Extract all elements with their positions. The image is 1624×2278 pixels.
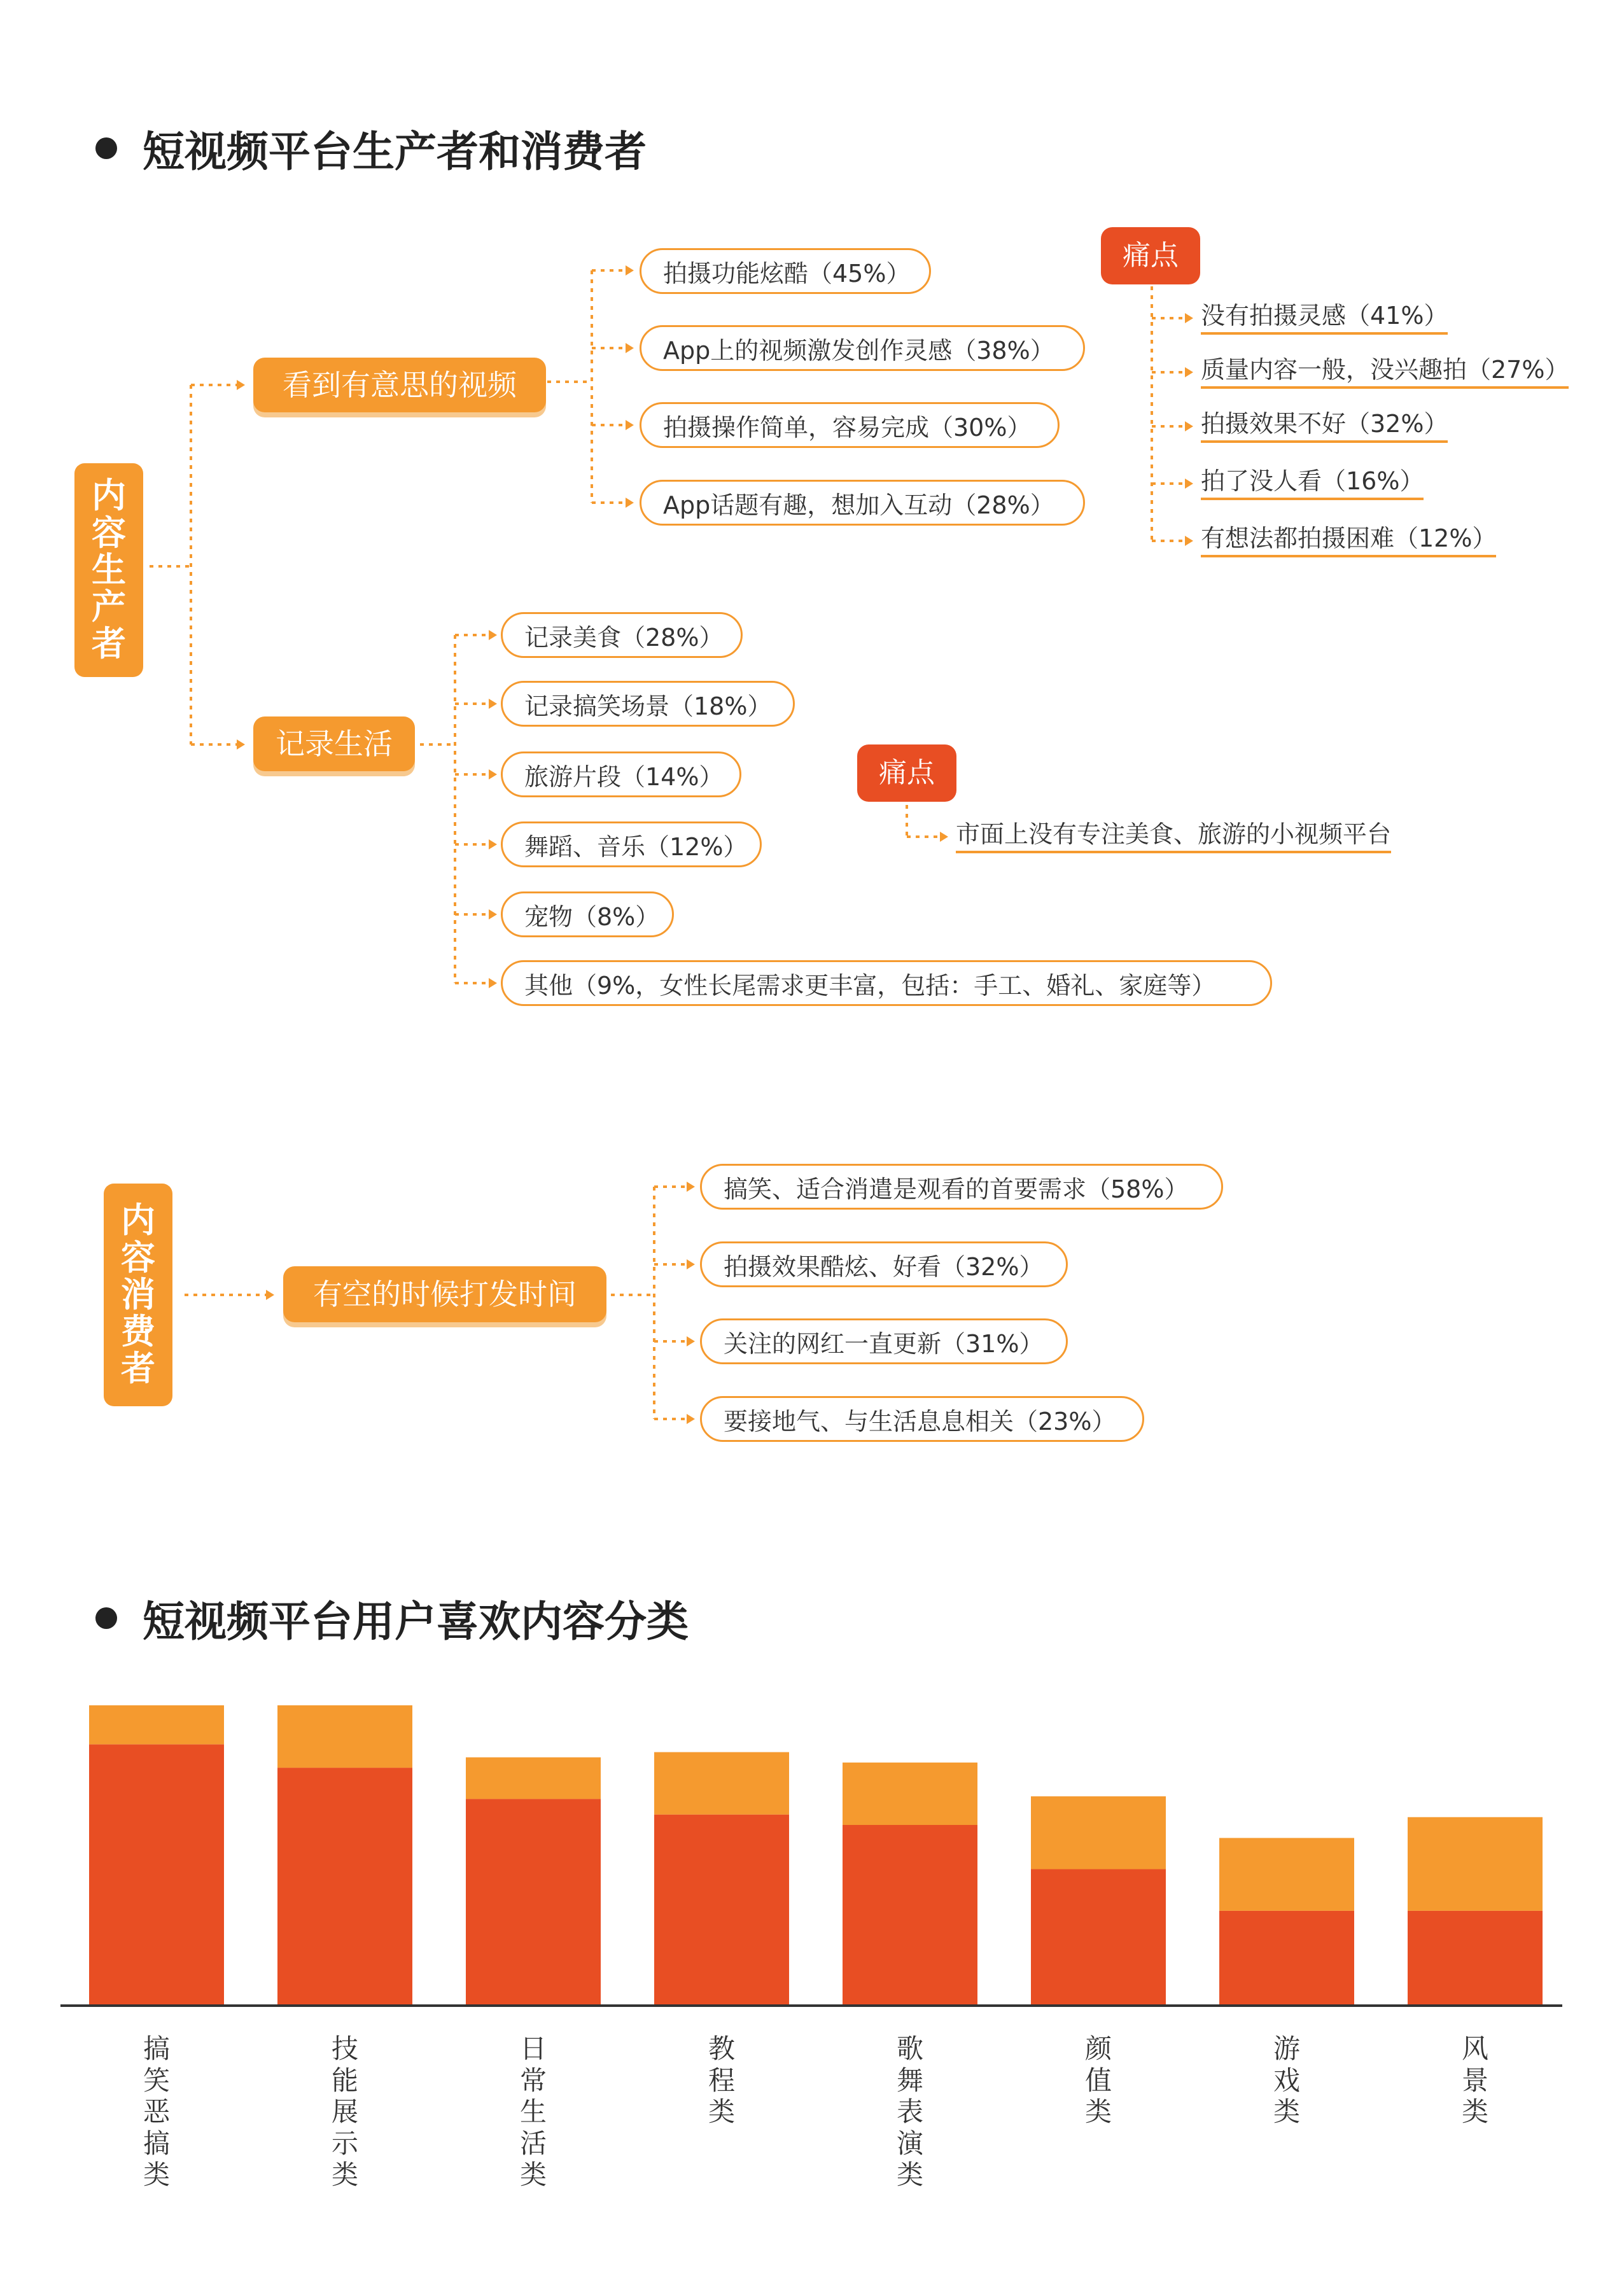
branch1-item: 拍摄功能炫酷（45%） xyxy=(640,248,931,294)
bar-segment-base xyxy=(1408,1911,1543,2004)
x-tick-label: 游 戏 类 xyxy=(1273,2033,1300,2128)
bar-segment-base xyxy=(654,1815,789,2004)
x-tick-label: 歌 舞 表 演 类 xyxy=(896,2033,923,2191)
pain-item: 市面上没有专注美食、旅游的小视频平台 xyxy=(956,820,1391,853)
arrow-icon xyxy=(489,630,497,640)
consumer-char: 者 xyxy=(121,1348,155,1389)
x-tick-label: 技 能 展 示 类 xyxy=(331,2033,358,2191)
branch2-item: 记录搞笑场景（18%） xyxy=(501,681,795,727)
arrow-icon xyxy=(687,1414,695,1424)
producer-char: 者 xyxy=(92,624,126,664)
bar-segment-base xyxy=(1219,1911,1354,2004)
arrow-icon xyxy=(626,343,634,353)
arrow-icon xyxy=(626,265,634,276)
arrow-icon xyxy=(237,739,245,750)
branch2-item: 宠物（8%） xyxy=(501,891,674,937)
x-tick-label: 教 程 类 xyxy=(708,2033,735,2128)
consumer-char: 费 xyxy=(121,1311,155,1352)
branch-interesting-videos: 看到有意思的视频 xyxy=(253,358,546,412)
arrow-icon xyxy=(1185,479,1193,489)
consumer-item: 搞笑、适合消遣是观看的首要需求（58%） xyxy=(700,1164,1223,1210)
arrow-icon xyxy=(1185,367,1193,377)
bar-segment-top xyxy=(1408,1817,1543,1911)
consumer-item: 关注的网红一直更新（31%） xyxy=(700,1318,1068,1364)
arrow-icon xyxy=(489,909,497,919)
bullet-dot xyxy=(95,1607,117,1629)
bar-segment-base xyxy=(843,1825,977,2004)
pain-item: 质量内容一般，没兴趣拍（27%） xyxy=(1201,356,1569,389)
bar-segment-top xyxy=(1031,1796,1166,1869)
x-tick-label: 风 景 类 xyxy=(1461,2033,1488,2128)
branch1-item: App话题有趣，想加入互动（28%） xyxy=(640,480,1085,526)
pain-item: 有想法都拍摄困难（12%） xyxy=(1201,524,1496,557)
pain-item: 拍摄效果不好（32%） xyxy=(1201,410,1448,443)
bar-segment-top xyxy=(654,1752,789,1815)
branch2-item: 其他（9%，女性长尾需求更丰富，包括：手工、婚礼、家庭等） xyxy=(501,960,1272,1006)
consumer-item: 拍摄效果酷炫、好看（32%） xyxy=(700,1241,1068,1287)
pain-item: 没有拍摄灵感（41%） xyxy=(1201,302,1448,335)
section-title-content-categories xyxy=(95,1588,689,1648)
section-title-text: 短视频平台生产者和消费者 xyxy=(143,127,647,176)
arrow-icon xyxy=(687,1336,695,1346)
branch1-item: 拍摄操作简单，容易完成（30%） xyxy=(640,402,1060,448)
consumer-char: 容 xyxy=(121,1237,155,1278)
arrow-icon xyxy=(489,839,497,849)
section-title-text: 短视频平台用户喜欢内容分类 xyxy=(143,1597,689,1646)
x-tick-label: 搞 笑 恶 搞 类 xyxy=(143,2033,170,2191)
arrow-icon xyxy=(489,978,497,988)
bar-segment-top xyxy=(277,1705,412,1768)
producer-char: 容 xyxy=(92,512,126,553)
consumer-char: 内 xyxy=(121,1200,155,1241)
pain-item: 拍了没人看（16%） xyxy=(1201,467,1424,500)
consumer-root xyxy=(104,1184,172,1406)
arrow-icon xyxy=(1185,536,1193,546)
bar-segment-base xyxy=(277,1768,412,2004)
bar-segment-base xyxy=(1031,1869,1166,2004)
bar-segment-top xyxy=(843,1763,977,1825)
producer-char: 生 xyxy=(92,549,126,590)
x-tick-label: 颜 值 类 xyxy=(1084,2033,1112,2128)
bar-segment-base xyxy=(466,1799,601,2004)
branch2-item: 旅游片段（14%） xyxy=(501,751,741,797)
consumer-item: 要接地气、与生活息息相关（23%） xyxy=(700,1396,1144,1442)
arrow-icon xyxy=(687,1259,695,1269)
arrow-icon xyxy=(687,1182,695,1192)
bar-segment-top xyxy=(89,1705,224,1744)
pain-point-badge: 痛点 xyxy=(857,744,956,802)
branch2-item: 记录美食（28%） xyxy=(501,612,743,658)
arrow-icon xyxy=(489,699,497,709)
producer-root xyxy=(74,463,143,677)
branch-record-life: 记录生活 xyxy=(253,716,415,771)
producer-char: 内 xyxy=(92,475,126,516)
producer-char: 产 xyxy=(92,587,126,627)
arrow-icon xyxy=(1185,313,1193,323)
arrow-icon xyxy=(940,832,948,842)
arrow-icon xyxy=(266,1290,274,1300)
arrow-icon xyxy=(489,769,497,779)
arrow-icon xyxy=(626,420,634,430)
stacked-bar-chart xyxy=(0,1654,1624,2100)
consumer-char: 消 xyxy=(121,1274,155,1315)
arrow-icon xyxy=(237,380,245,390)
branch2-item: 舞蹈、音乐（12%） xyxy=(501,821,762,867)
branch1-item: App上的视频激发创作灵感（38%） xyxy=(640,325,1085,371)
bar-segment-top xyxy=(466,1757,601,1799)
pain-point-badge: 痛点 xyxy=(1101,227,1200,284)
x-tick-label: 日 常 生 活 类 xyxy=(519,2033,547,2191)
arrow-icon xyxy=(1185,421,1193,431)
bar-segment-top xyxy=(1219,1838,1354,1910)
branch-kill-time: 有空的时候打发时间 xyxy=(283,1266,606,1322)
bar-segment-base xyxy=(89,1744,224,2004)
arrow-icon xyxy=(626,498,634,508)
